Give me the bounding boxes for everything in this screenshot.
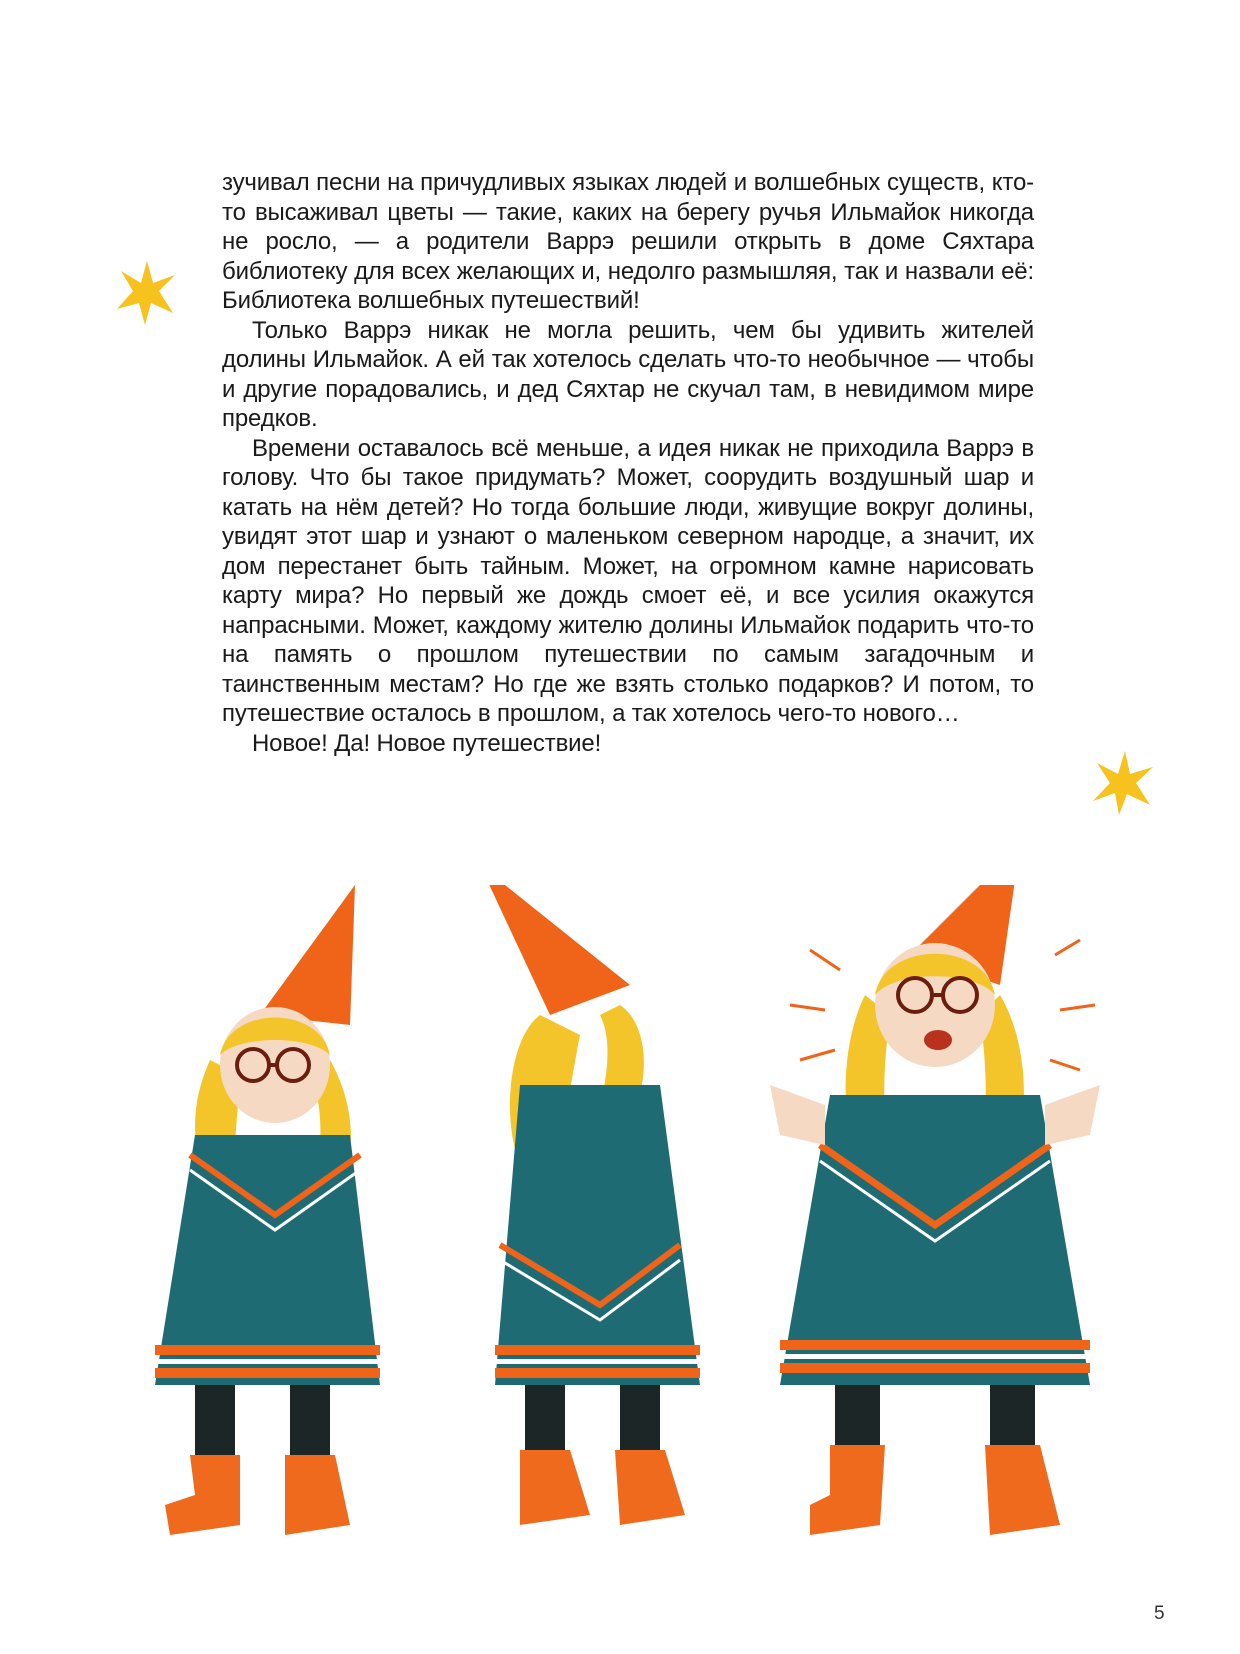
story-text	[222, 168, 1034, 758]
illustration	[130, 885, 1170, 1545]
girl-back-view-figure	[480, 885, 700, 1525]
girl-thinking-figure	[155, 885, 380, 1535]
paragraph-3: Времени оставалось всё меньше, а идея никак не приходила Варрэ в голову. Что бы такое придумать? Может, соорудить воздушный шар и катать на нём детей? Но тогда большие люди, живущие вокруг долины, увидят этот шар и узнают о маленьком северном народце, а значит, их дом перестанет быть тайным. Может, на огромном камне нарисовать карту мира? Но первый же дождь смоет её, и все усилия окажутся напрасными. Может, каждому жителю долины Ильмайок подарить что-то на память о прошлом путешествии по самым загадочным и таинственным местам? Но где же взять столько подарков? И потом, то путешествие осталось в прошлом, а так хотелось чего-то нового…	[222, 434, 1034, 727]
star-icon	[112, 258, 182, 328]
paragraph-2: Только Варрэ никак не могла решить, чем бы удивить жителей долины Ильмайок. А ей так хотелось сделать что-то необычное — чтобы и другие порадовались, и дед Сяхтар не скучал там, в невидимом мире предков.	[222, 316, 1034, 432]
paragraph-1: зучивал песни на причудливых языках людей и волшебных существ, кто-то высаживал цветы — такие, каких на берегу ручья Ильмайок никогда не росло, — а родители Варрэ решили открыть в доме Сяхтара библиотеку для всех желающих и, недолго размышляя, так и назвали её: Библиотека волшебных путешествий!	[222, 169, 1034, 314]
star-icon	[1088, 748, 1158, 818]
page-number: 5	[1154, 1603, 1165, 1624]
girl-excited-figure	[770, 885, 1100, 1535]
paragraph-4: Новое! Да! Новое путешествие!	[252, 729, 602, 757]
